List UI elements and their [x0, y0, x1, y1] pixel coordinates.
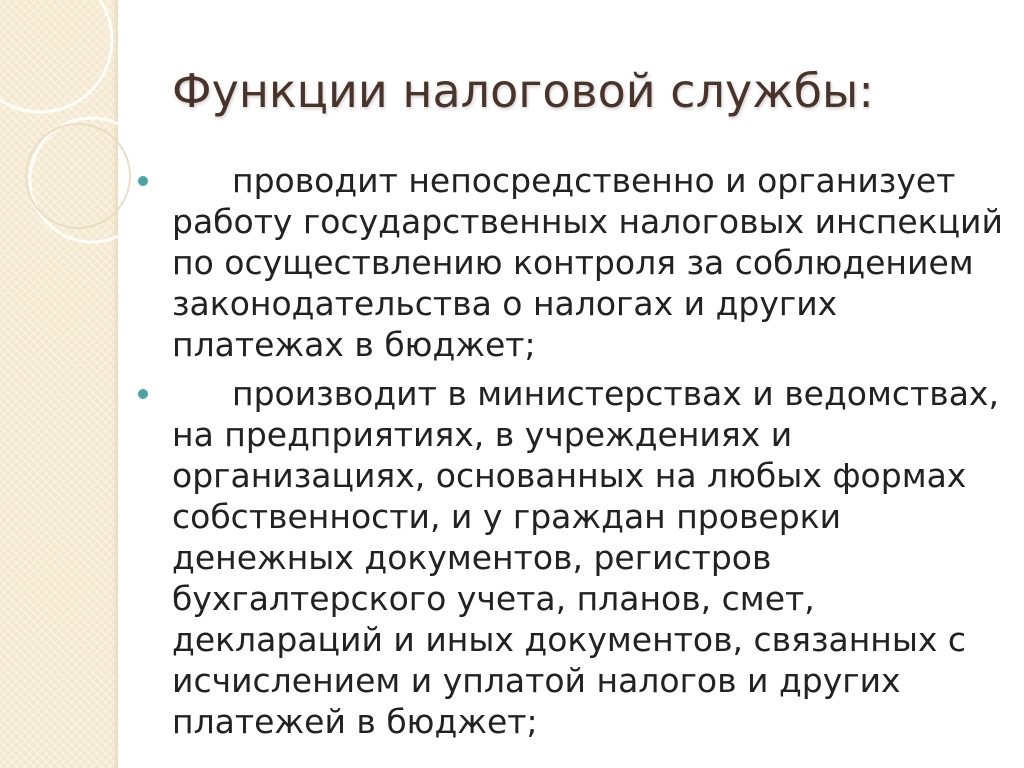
bullet-dot-icon	[138, 389, 148, 399]
bullet-text: проводит непосредственно и организует работу государственных налоговых инспекций по осуществлению контроля за соблюдением законодательства о налогах и других платежах в бюджет;	[172, 161, 1003, 364]
slide-title: Функции налоговой службы:	[172, 64, 874, 118]
list-item	[130, 160, 1010, 365]
bullet-text: производит в министерствах и ведомствах, на предприятиях, в учреждениях и организациях, основанных на любых формах собственности, и у граждан проверки денежных документов, регистров бухгалтерского учета, планов, смет, деклараций и иных документов, связанных с исчислением и уплатой налогов и других платежей в бюджет;	[172, 374, 999, 741]
list-item	[130, 373, 1010, 742]
decorative-circle-ring	[26, 124, 130, 228]
decorative-circles	[0, 0, 140, 320]
decorative-circle-top	[0, 0, 112, 112]
bullet-dot-icon	[138, 176, 148, 186]
decorative-circle-middle	[30, 118, 140, 242]
bullet-list	[130, 160, 1010, 750]
